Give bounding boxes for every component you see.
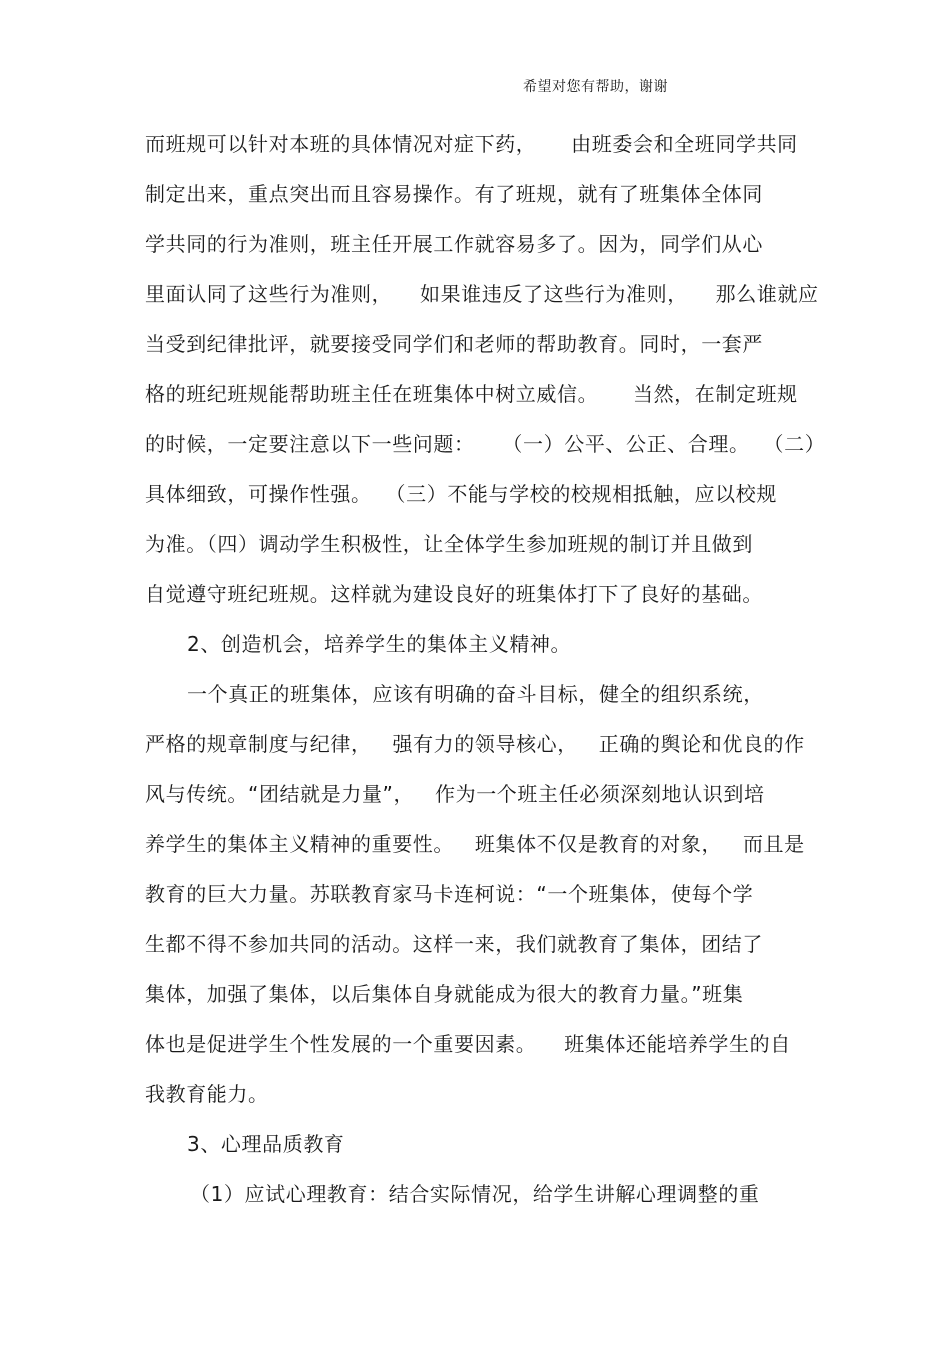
text-line: 学共同的行为准则，班主任开展工作就容易多了。因为，同学们从心 bbox=[145, 232, 763, 256]
text-line: 为准。（四）调动学生积极性，让全体学生参加班规的制订并且做到 bbox=[145, 532, 753, 556]
text-line: 风与传统。“团结就是力量”， 作为一个班主任必须深刻地认识到培 bbox=[145, 782, 765, 806]
text-line: 生都不得不参加共同的活动。这样一来，我们就教育了集体，团结了 bbox=[145, 932, 763, 956]
text-line: 集体，加强了集体，以后集体自身就能成为很大的教育力量。”班集 bbox=[145, 982, 744, 1006]
text-line: 里面认同了这些行为准则， 如果谁违反了这些行为准则， 那么谁就应 bbox=[145, 282, 819, 306]
text-line: 而班规可以针对本班的具体情况对症下药， 由班委会和全班同学共同 bbox=[145, 132, 798, 156]
text-line: 制定出来，重点突出而且容易操作。有了班规，就有了班集体全体同 bbox=[145, 182, 763, 206]
section-heading-3: 3、心理品质教育 bbox=[187, 1132, 345, 1156]
text-line: 自觉遵守班纪班规。这样就为建设良好的班集体打下了良好的基础。 bbox=[145, 582, 763, 606]
text-line: 我教育能力。 bbox=[145, 1082, 269, 1106]
section-heading-2: 2、创造机会，培养学生的集体主义精神。 bbox=[187, 632, 572, 656]
text-line: 养学生的集体主义精神的重要性。 班集体不仅是教育的对象， 而且是 bbox=[145, 832, 805, 856]
text-line: 当受到纪律批评，就要接受同学们和老师的帮助教育。同时，一套严 bbox=[145, 332, 763, 356]
text-line: 具体细致，可操作性强。 （三）不能与学校的校规相抵触，应以校规 bbox=[145, 482, 777, 506]
subsection-line: （1）应试心理教育：结合实际情况，给学生讲解心理调整的重 bbox=[190, 1182, 760, 1206]
header-note: 希望对您有帮助，谢谢 bbox=[523, 79, 668, 95]
paragraph-first-line: 一个真正的班集体，应该有明确的奋斗目标，健全的组织系统， bbox=[187, 682, 764, 706]
text-line: 的时候，一定要注意以下一些问题： （一）公平、公正、合理。 （二） bbox=[145, 432, 826, 456]
text-line: 教育的巨大力量。苏联教育家马卡连柯说：“一个班集体，使每个学 bbox=[145, 882, 754, 906]
text-line: 严格的规章制度与纪律， 强有力的领导核心， 正确的舆论和优良的作 bbox=[145, 732, 805, 756]
text-line: 格的班纪班规能帮助班主任在班集体中树立威信。 当然，在制定班规 bbox=[145, 382, 798, 406]
text-line: 体也是促进学生个性发展的一个重要因素。 班集体还能培养学生的自 bbox=[145, 1032, 791, 1056]
